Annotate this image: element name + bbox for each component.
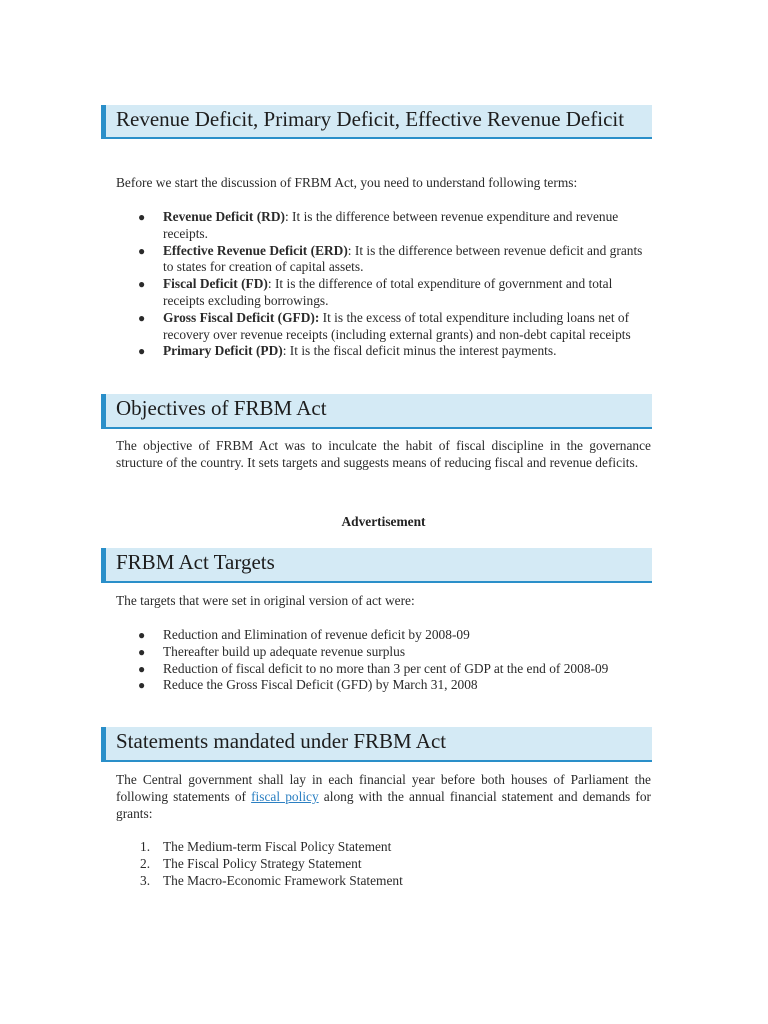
heading-statements: Statements mandated under FRBM Act xyxy=(101,727,652,762)
list-item xyxy=(116,343,651,360)
term-definition: It is the difference between revenue deficit and grants to states for creation of capital assets. xyxy=(163,242,643,275)
list-item xyxy=(116,856,651,873)
list-item xyxy=(116,209,651,243)
heading-revenue-deficit: Revenue Deficit, Primary Deficit, Effective Revenue Deficit xyxy=(101,105,652,139)
statements-text-before: The Central government shall lay in each financial year before both houses of Parliament the following statements of xyxy=(116,772,651,804)
target-text: Reduction and Elimination of revenue deficit by 2008-09 xyxy=(163,627,470,642)
bullet-icon: ● xyxy=(138,310,146,325)
bullet-icon: ● xyxy=(138,661,146,676)
list-item xyxy=(116,661,651,678)
term-separator: : xyxy=(347,242,352,258)
term-definition: It is the difference between revenue expenditure and revenue receipts. xyxy=(163,209,619,241)
list-item xyxy=(116,677,651,694)
bullet-icon: ● xyxy=(138,628,146,642)
intro-paragraph: Before we start the discussion of FRBM Act, you need to understand following terms: xyxy=(116,175,578,190)
targets-list xyxy=(116,627,651,694)
list-item xyxy=(116,243,651,277)
list-item xyxy=(116,839,651,856)
advertisement-label: Advertisement xyxy=(341,514,426,529)
term-separator: : xyxy=(284,209,289,224)
term-separator: : xyxy=(267,276,272,292)
term-definition: It is the excess of total expenditure including loans net of recovery over revenue receipts (including external grants) and non-debt capital receipts xyxy=(163,309,631,342)
term-label: Primary Deficit (PD) xyxy=(163,343,283,359)
list-item xyxy=(116,873,651,890)
heading-targets: FRBM Act Targets xyxy=(101,548,652,583)
heading-objectives: Objectives of FRBM Act xyxy=(101,394,652,429)
term-label: Effective Revenue Deficit (ERD) xyxy=(163,242,348,258)
statement-text: The Fiscal Policy Strategy Statement xyxy=(163,855,362,871)
list-item xyxy=(116,644,651,661)
list-item xyxy=(116,627,651,644)
term-label: Fiscal Deficit (FD) xyxy=(163,276,268,292)
statements-text-after: along with the annual financial statement and demands for grants: xyxy=(116,788,651,821)
target-text: Thereafter build up adequate revenue surplus xyxy=(163,643,406,659)
statements-list xyxy=(116,839,651,889)
list-item xyxy=(116,310,651,344)
term-definition: It is the difference of total expenditure of government and total receipts excluding borrowings. xyxy=(163,276,613,308)
term-label: Gross Fiscal Deficit (GFD): xyxy=(163,309,320,325)
bullet-icon: ● xyxy=(138,243,146,258)
statements-paragraph xyxy=(116,772,651,822)
statement-text: The Macro-Economic Framework Statement xyxy=(163,872,403,888)
targets-intro: The targets that were set in original version of act were: xyxy=(116,593,415,608)
list-number: 2. xyxy=(140,855,151,871)
bullet-icon: ● xyxy=(138,277,146,292)
bullet-icon: ● xyxy=(138,210,146,224)
bullet-icon: ● xyxy=(138,644,146,659)
list-item xyxy=(116,276,651,310)
term-label: Revenue Deficit (RD) xyxy=(163,209,285,224)
term-definition: It is the fiscal deficit minus the interest payments. xyxy=(286,343,557,359)
list-number: 1. xyxy=(140,839,151,854)
bullet-icon: ● xyxy=(138,678,146,693)
target-text: Reduce the Gross Fiscal Deficit (GFD) by March 31, 2008 xyxy=(163,677,478,693)
objectives-paragraph: The objective of FRBM Act was to inculcate the habit of fiscal discipline in the governance structure of the country. It sets targets and suggests means of reducing fiscal and revenue deficits. xyxy=(116,438,651,470)
fiscal-policy-link[interactable]: fiscal policy xyxy=(251,788,319,804)
statement-text: The Medium-term Fiscal Policy Statement xyxy=(163,839,392,854)
list-number: 3. xyxy=(140,872,151,888)
term-separator: : xyxy=(282,343,287,359)
target-text: Reduction of fiscal deficit to no more than 3 per cent of GDP at the end of 2008-09 xyxy=(163,660,609,676)
definitions-list xyxy=(116,209,651,360)
bullet-icon: ● xyxy=(138,344,146,359)
